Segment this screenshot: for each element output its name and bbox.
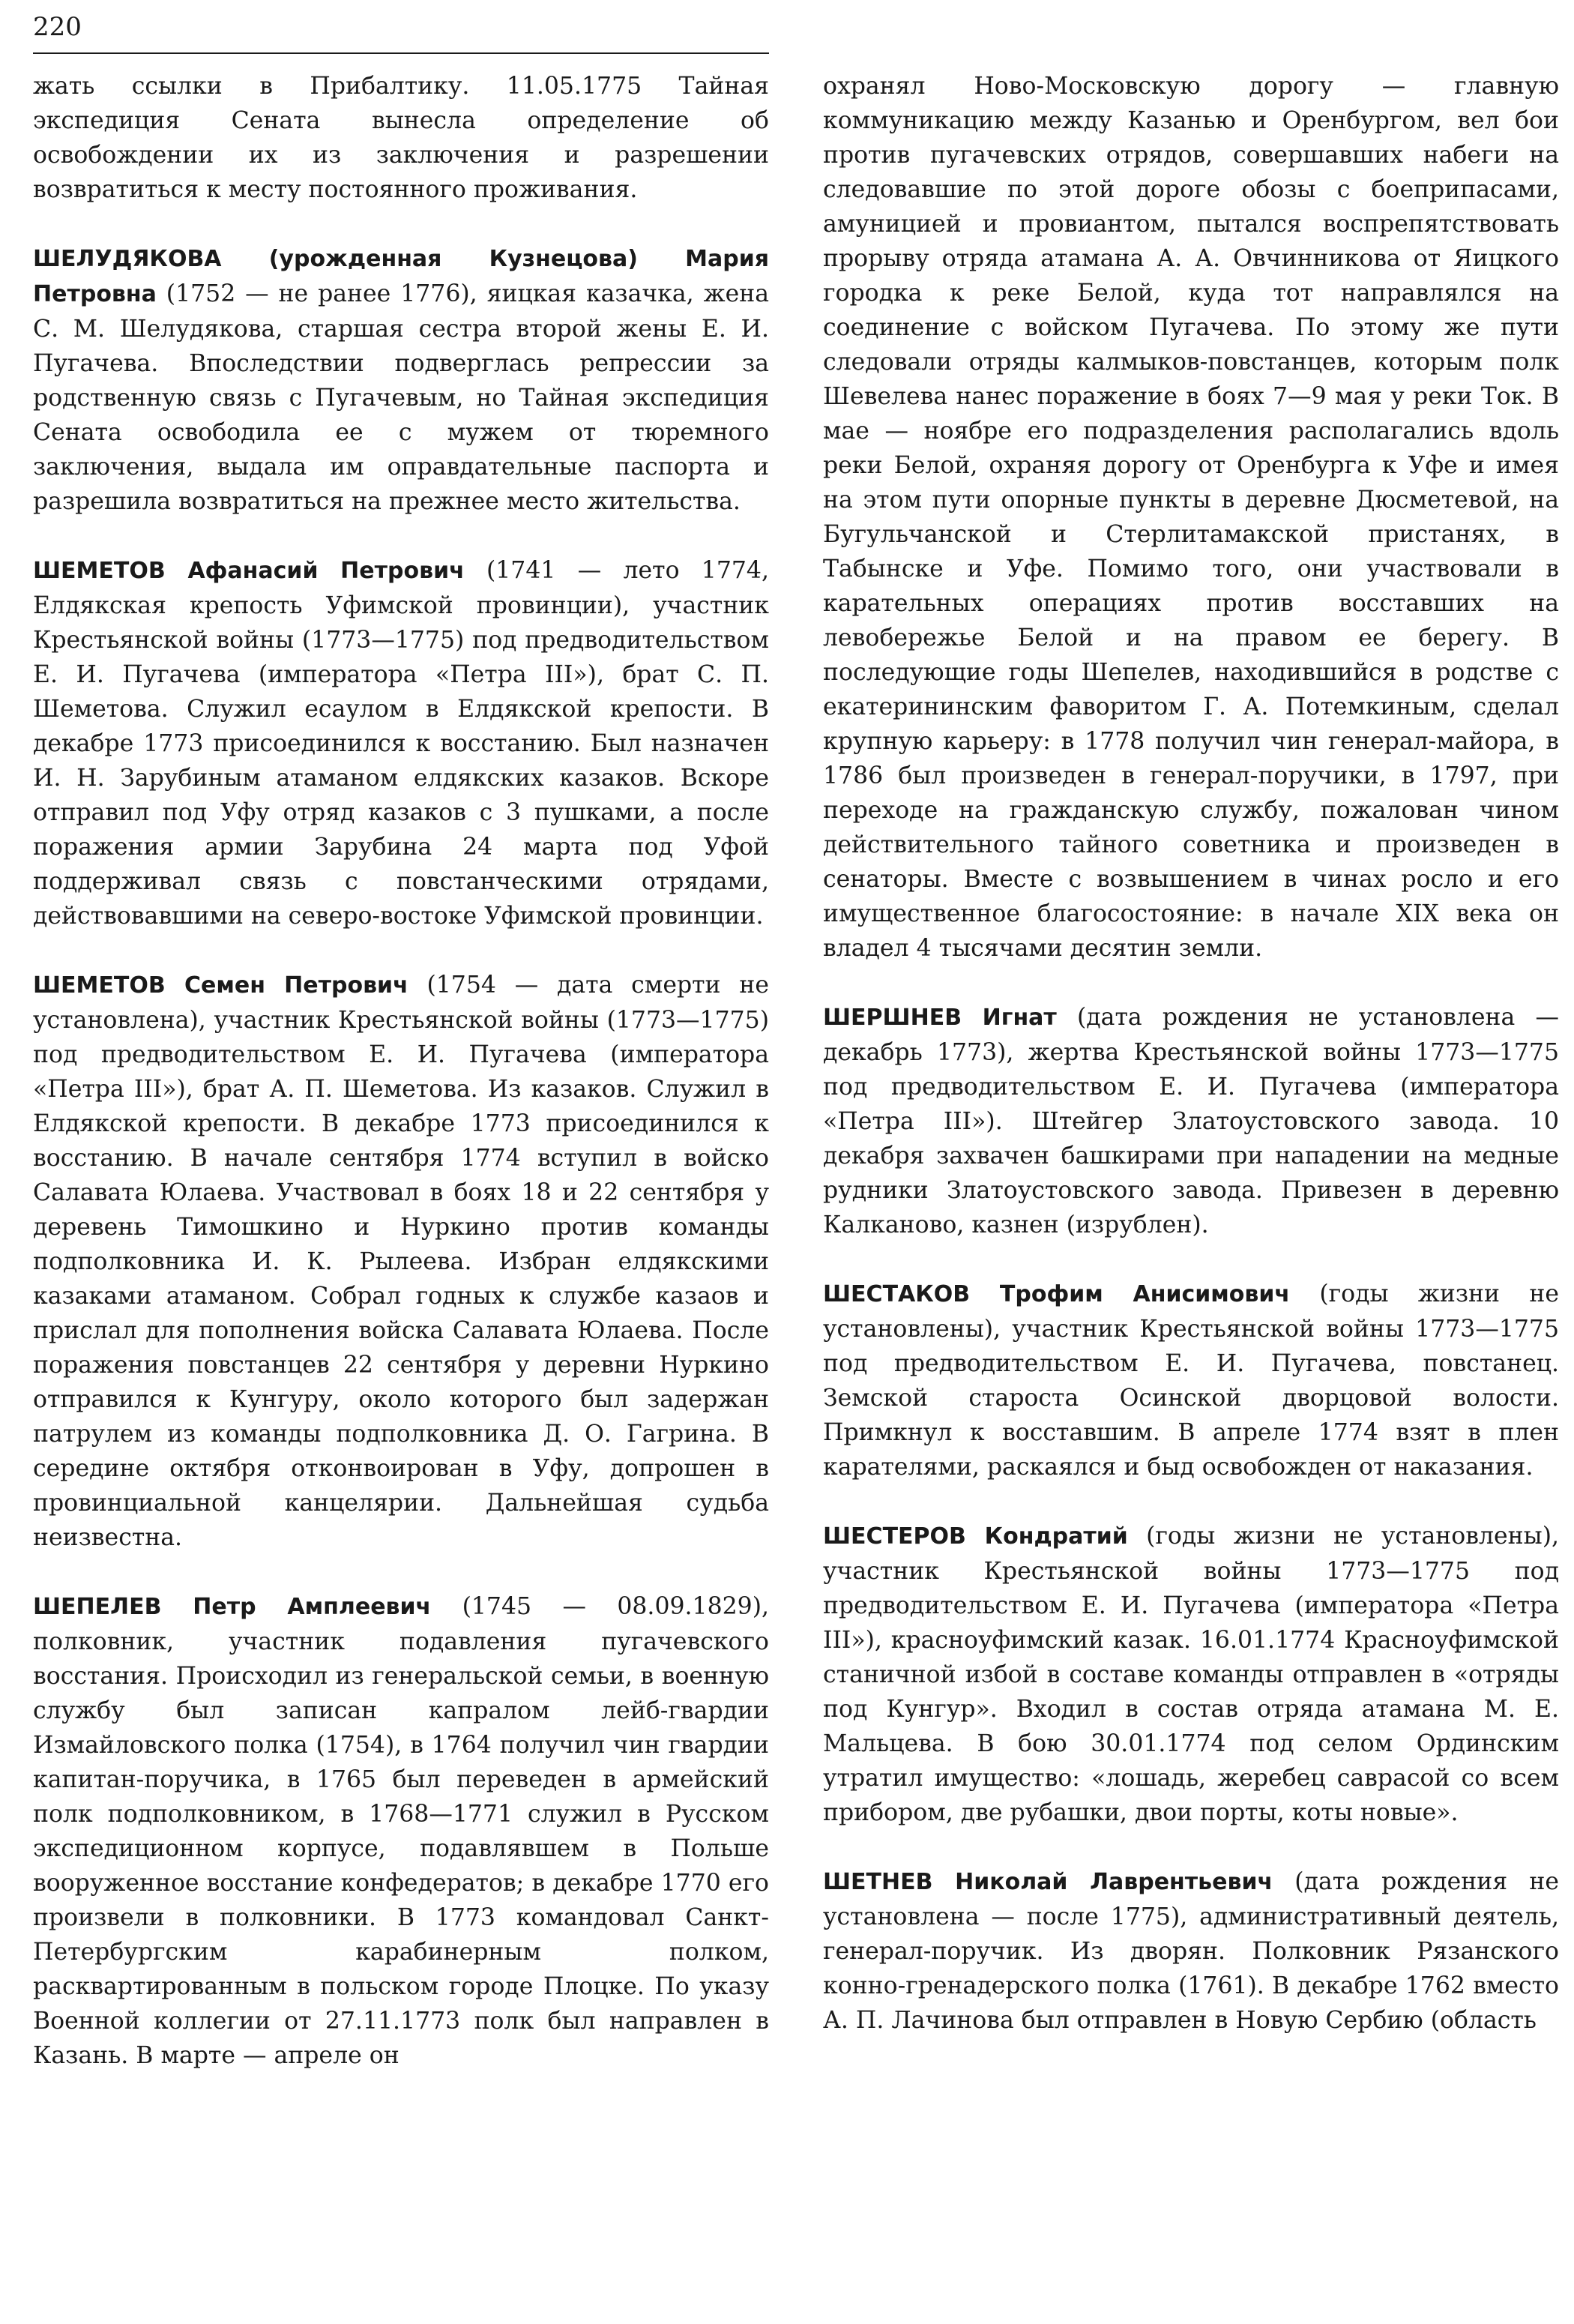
entry-text: (дата рождения не установлена — декабрь 1773), жертва Крестьянской войны 1773—1775 под предводительством Е. И. Пугачева (императора «Петра III»). Штейгер Златоустовского завода. 10 декабря захвачен башкирами при нападении на медные рудники Златоустовского завода. Привезен в деревню Калканово, казнен (изрублен). [823,1004,1559,1238]
entry-name: ШЕТНЕВ Николай Лаврентьевич [823,1869,1273,1895]
entry-shetnev [823,1864,1559,2038]
entry-text: (годы жизни не установлены), участник Крестьянской войны 1773—1775 под предводительством Е. И. Пугачева, повстанец. Земской староста Осинской дворцовой волости. Примкнул к восставшим. В апреле 1774 взят в плен карателями, раскаялся и быд освобожден от наказания. [823,1280,1559,1481]
entry-name: ШЕСТАКОВ Трофим Анисимович [823,1281,1291,1307]
entry-name: ШЕРШНЕВ Игнат [823,1005,1057,1031]
entry-name: ШЕМЕТОВ Афанасий Петрович [33,558,465,584]
entry-name: ШЕСТЕРОВ Кондратий [823,1523,1128,1550]
entry-continuation [823,69,1559,966]
entry-name: ШЕМЕТОВ Семен Петрович [33,972,408,999]
entry-continuation [33,69,769,207]
entry-shemetov-semen [33,968,769,1555]
page-number: 220 [33,12,82,42]
entry-shemetov-afanasy [33,553,769,933]
entry-text: (1741 — лето 1774, Елдякская крепость Уфимской провинции), участник Крестьянской войны (1773—1775) под предводительством Е. И. Пугачева (императора «Петра III»), брат С. П. Шеметова. Служил есаулом в Елдякской крепости. В декабре 1773 присоединился к восстанию. Был назначен И. Н. Зарубиным атаманом елдякских казаков. Вскоре отправил под Уфу отряд казаков с 3 пушками, а после поражения армии Зарубина 24 марта под Уфой поддерживал связь с повстанческими отрядами, действовавшими на северо-востоке Уфимской провинции. [33,557,769,930]
entry-text: (дата рождения не установлена — после 1775), административный деятель, генерал-поручик. Из дворян. Полковник Рязанского конно-гренадерского полка (1761). В декабре 1762 вместо А. П. Лачинова был отправлен в Новую Сербию (область [823,1868,1559,2034]
entry-name: ШЕПЕЛЕВ Петр Амплеевич [33,1594,432,1620]
right-column [823,69,1559,2038]
entry-text: жать ссылки в Прибалтику. 11.05.1775 Тайная экспедиция Сената вынесла определение об освобождении их из заключения и разрешении возвратиться к месту постоянного проживания. [33,73,769,203]
entry-text: (годы жизни не установлены), участник Крестьянской войны 1773—1775 под предводительством Е. И. Пугачева (императора «Петра III»), красноуфимский казак. 16.01.1774 Красноуфимской станичной избой в составе команды отправлен в «отряды под Кунгур». Входил в состав отряда атамана М. Е. Мальцева. В бою 30.01.1774 под селом Ординским утратил имущество: «лошадь, жеребец саврасой со всем прибором, две рубашки, двои порты, коты новые». [823,1523,1559,1826]
left-column [33,69,769,2073]
header-rule [33,52,769,54]
entry-sheludyakova [33,241,769,519]
entry-text: (1754 — дата смерти не установлена), участник Крестьянской войны (1773—1775) под предводительством Е. И. Пугачева (императора «Петра III»), брат А. П. Шеметова. Из казаков. Служил в Елдякской крепости. В декабре 1773 присоединился к восстанию. В начале сентября 1774 вступил в войско Салавата Юлаева. Участвовал в боях 18 и 22 сентября у деревень Тимошкино и Нуркино против команды подполковника И. К. Рылеева. Избран елдякскими казаками атаманом. Собрал годных к службе казаов и прислал для пополнения войска Салавата Юлаева. После поражения повстанцев 22 сентября у деревни Нуркино отправился к Кунгуру, около которого был задержан патрулем из команды подполковника Д. О. Гагрина. В середине октября отконвоирован в Уфу, допрошен в провинциальной канцелярии. Дальнейшая судьба неизвестна. [33,972,769,1551]
entry-shesterov [823,1519,1559,1830]
entry-shepelev [33,1589,769,2073]
entry-text: (1745 — 08.09.1829), полковник, участник подавления пугачевского восстания. Происходил из генеральской семьи, в военную службу был записан капралом лейб-гвардии Измайловского полка (1754), в 1764 получил чин гвардии капитан-поручика, в 1765 был переведен в армейский полк подполковником, в 1768—1771 служил в Русском экспедиционном корпусе, подавлявшем в Польше вооруженное восстание конфедератов; в декабре 1770 его произвели в полковники. В 1773 командовал Санкт-Петербургским карабинерным полком, расквартированным в польском городе Плоцке. По указу Военной коллегии от 27.11.1773 полк был направлен в Казань. В марте — апреле он [33,1593,770,2069]
entry-text: охранял Ново-Московскую дорогу — главную коммуникацию между Казанью и Оренбургом, вел бои против пугачевских отрядов, совершавших набеги на следовавшие по этой дороге обозы с боеприпасами, амуницией и провиантом, пытался воспрепятствовать прорыву отряда атамана А. А. Овчинникова от Яицкого городка к реке Белой, куда тот направлялся на соединение с войском Пугачева. По этому же пути следовали отряды калмыков-повстанцев, которым полк Шевелева нанес поражение в боях 7—9 мая у реки Ток. В мае — ноябре его подразделения располагались вдоль реки Белой, охраняя дорогу от Оренбурга к Уфе и имея на этом пути опорные пункты в деревне Дюсметевой, на Бугульчанской и Стерлитамакской пристанях, в Табынске и Уфе. Помимо того, они участвовали в карательных операциях против восставших на левобережье Белой и на правом ее берегу. В последующие годы Шепелев, находившийся в родстве с екатерининским фаворитом Г. А. Потемкиным, сделал крупную карьеру: в 1778 получил чин генерал-майора, в 1786 был произведен в генерал-поручики, в 1797, при переходе на гражданскую службу, пожалован чином действительного тайного советника и произведен в сенаторы. Вместе с возвышением в чинах росло и его имущественное благосостояние: в начале XIX века он владел 4 тысячами десятин земли. [823,73,1559,962]
entry-text: (1752 — не ранее 1776), яицкая казачка, жена С. М. Шелудякова, старшая сестра второй жены Е. И. Пугачева. Впоследствии подверглась репрессии за родственную связь с Пугачевым, но Тайная экспедиция Сената освободила ее с мужем от тюремного заключения, выдала им оправдательные паспорта и разрешила возвратиться на прежнее место жительства. [33,280,769,515]
entry-name: ШЕЛУДЯКОВА (урожденная Кузнецова) Мария Петровна [33,246,769,307]
entry-shershnev [823,1000,1559,1242]
entry-shestakov [823,1277,1559,1484]
